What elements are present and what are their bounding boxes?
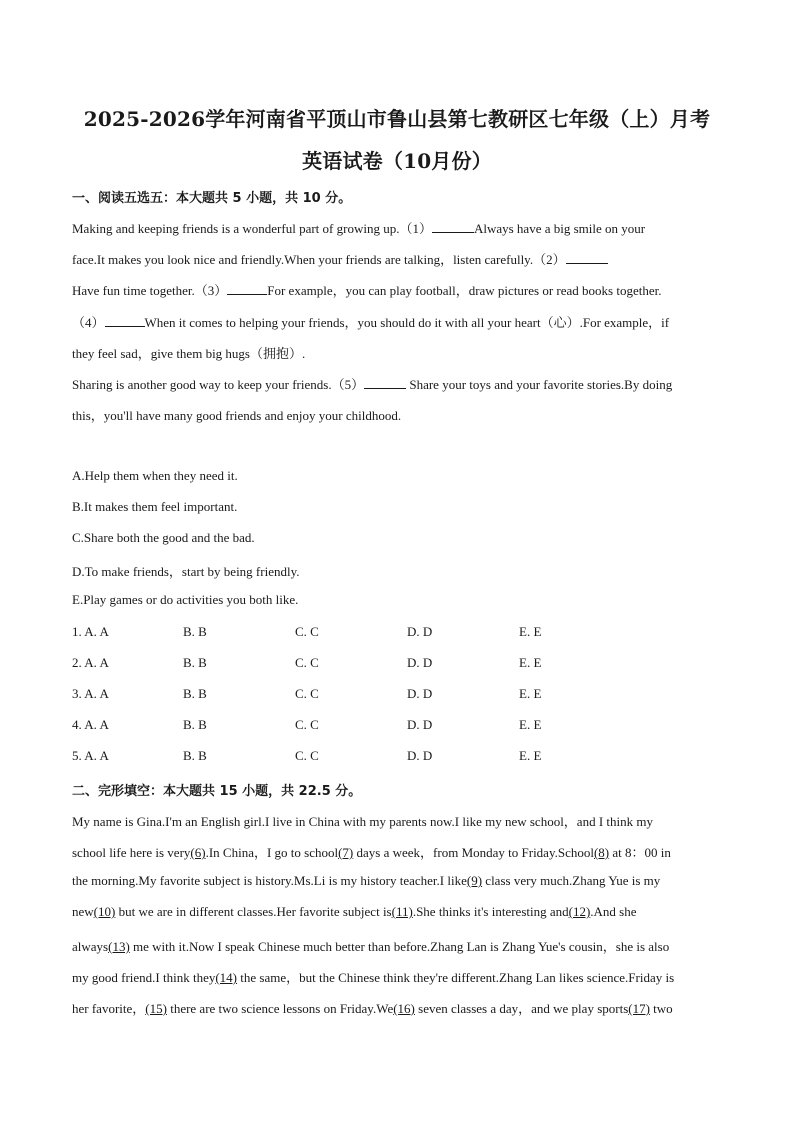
- cloze-blank: (10): [93, 904, 116, 919]
- passage-text: Always have a big smile on your: [473, 221, 646, 236]
- cloze-text: seven classes a day，and we play sports: [414, 1001, 629, 1016]
- cloze-blank: (6): [190, 845, 206, 860]
- option-a: A.Help them when they need it.: [72, 468, 238, 483]
- cloze-text: the morning.My favorite subject is history.Ms.Li is my history teacher.I like: [72, 873, 467, 888]
- cloze-line: [72, 936, 724, 955]
- question-row-1: [72, 624, 724, 642]
- passage-text: Have fun time together.（3）: [72, 283, 228, 298]
- passage-text: Making and keeping friends is a wonderful part of growing up.（1）: [72, 221, 432, 236]
- question-row-3: [72, 686, 724, 704]
- choice-d[interactable]: D. D: [407, 717, 433, 732]
- choice-b[interactable]: B. B: [183, 748, 207, 763]
- choice-e[interactable]: E. E: [519, 624, 542, 639]
- cloze-text: but we are in different classes.Her favorite subject is: [115, 904, 392, 919]
- cloze-line: [72, 842, 724, 861]
- choice-a[interactable]: 1. A. A: [72, 624, 109, 639]
- passage-line: [72, 249, 724, 268]
- choice-e[interactable]: E. E: [519, 748, 542, 763]
- cloze-text: always: [72, 939, 109, 954]
- choice-d[interactable]: D. D: [407, 748, 433, 763]
- choice-a[interactable]: 5. A. A: [72, 748, 109, 763]
- cloze-line: My name is Gina.I'm an English girl.I live in China with my parents now.I like my new school，and I think my: [72, 814, 653, 829]
- cloze-blank: (13): [108, 939, 130, 954]
- passage-text: face.It makes you look nice and friendly.When your friends are talking，listen carefully.（2）: [72, 252, 566, 267]
- option-e: E.Play games or do activities you both like.: [72, 592, 299, 607]
- cloze-text: my good friend.I think they: [72, 970, 216, 985]
- passage-text: Share your toys and your favorite stories.By doing: [406, 377, 673, 392]
- answer-blank: [432, 221, 474, 233]
- passage-text: （4）: [72, 315, 105, 330]
- cloze-text: .In China，I go to school: [205, 845, 339, 860]
- choice-c[interactable]: C. C: [295, 717, 319, 732]
- passage-text: Sharing is another good way to keep your friends.（5）: [72, 377, 365, 392]
- cloze-line: [72, 904, 724, 920]
- choice-a[interactable]: 2. A. A: [72, 655, 109, 670]
- choice-d[interactable]: D. D: [407, 686, 433, 701]
- passage-line: [72, 280, 724, 299]
- cloze-line: [72, 967, 724, 986]
- passage-line: [72, 374, 724, 393]
- cloze-text: school life here is very: [72, 845, 191, 860]
- cloze-text: class very much.Zhang Yue is my: [482, 873, 661, 888]
- cloze-blank: (7): [338, 845, 354, 860]
- option-c: C.Share both the good and the bad.: [72, 530, 255, 545]
- choice-c[interactable]: C. C: [295, 748, 319, 763]
- choice-a[interactable]: 3. A. A: [72, 686, 109, 701]
- cloze-blank: (17): [628, 1001, 650, 1016]
- passage-text: For example，you can play football，draw pictures or read books together.: [267, 283, 662, 298]
- question-row-5: [72, 748, 724, 766]
- cloze-text: the same，but the Chinese think they're different.Zhang Lan likes science.Friday is: [237, 970, 675, 985]
- cloze-text: days a week，from Monday to Friday.School: [353, 845, 594, 860]
- answer-blank: [227, 283, 267, 295]
- passage-line: this，you'll have many good friends and enjoy your childhood.: [72, 408, 402, 423]
- answer-blank: [105, 315, 145, 327]
- cloze-blank: (11): [391, 904, 413, 919]
- cloze-text: new: [72, 904, 94, 919]
- choice-a[interactable]: 4. A. A: [72, 717, 109, 732]
- choice-c[interactable]: C. C: [295, 655, 319, 670]
- choice-e[interactable]: E. E: [519, 686, 542, 701]
- answer-blank: [364, 377, 406, 389]
- cloze-text: her favorite，: [72, 1001, 146, 1016]
- choice-b[interactable]: B. B: [183, 686, 207, 701]
- choice-b[interactable]: B. B: [183, 655, 207, 670]
- cloze-text: there are two science lessons on Friday.We: [166, 1001, 394, 1016]
- cloze-text: at 8：00 in: [609, 845, 671, 860]
- passage-line: they feel sad，give them big hugs（拥抱）.: [72, 346, 306, 361]
- passage-line: [72, 218, 724, 237]
- cloze-blank: (14): [215, 970, 238, 985]
- passage-text: When it comes to helping your friends，you should do it with all your heart（心）.For example，if: [144, 315, 670, 330]
- choice-b[interactable]: B. B: [183, 717, 207, 732]
- choice-e[interactable]: E. E: [519, 717, 542, 732]
- cloze-blank: (16): [393, 1001, 415, 1016]
- cloze-blank: (12): [568, 904, 591, 919]
- cloze-text: .And she: [590, 904, 637, 919]
- choice-c[interactable]: C. C: [295, 686, 319, 701]
- option-b: B.It makes them feel important.: [72, 499, 238, 514]
- cloze-blank: (8): [593, 845, 610, 860]
- section1-heading: 一、阅读五选五：本大题共 5 小题，共 10 分。: [72, 191, 352, 206]
- passage-line: [72, 312, 724, 331]
- question-row-2: [72, 655, 724, 673]
- cloze-blank: (15): [145, 1001, 167, 1016]
- section2-heading: 二、完形填空：本大题共 15 小题，共 22.5 分。: [72, 784, 362, 799]
- option-d: D.To make friends，start by being friendly.: [72, 564, 300, 579]
- choice-d[interactable]: D. D: [407, 655, 433, 670]
- choice-c[interactable]: C. C: [295, 624, 319, 639]
- cloze-line: [72, 873, 724, 889]
- choice-e[interactable]: E. E: [519, 655, 542, 670]
- cloze-text: me with it.Now I speak Chinese much better than before.Zhang Lan is Zhang Yue's cousin，she is also: [129, 939, 670, 954]
- question-row-4: [72, 717, 724, 735]
- exam-title-line1: 2025-2026学年河南省平顶山市鲁山县第七教研区七年级（上）月考: [83, 107, 711, 131]
- cloze-blank: (9): [466, 873, 483, 888]
- cloze-line: [72, 998, 724, 1017]
- choice-d[interactable]: D. D: [407, 624, 433, 639]
- choice-b[interactable]: B. B: [183, 624, 207, 639]
- exam-title-line2: 英语试卷（10月份）: [302, 149, 492, 173]
- cloze-text: two: [649, 1001, 673, 1016]
- answer-blank: [566, 252, 608, 264]
- cloze-text: .She thinks it's interesting and: [412, 904, 569, 919]
